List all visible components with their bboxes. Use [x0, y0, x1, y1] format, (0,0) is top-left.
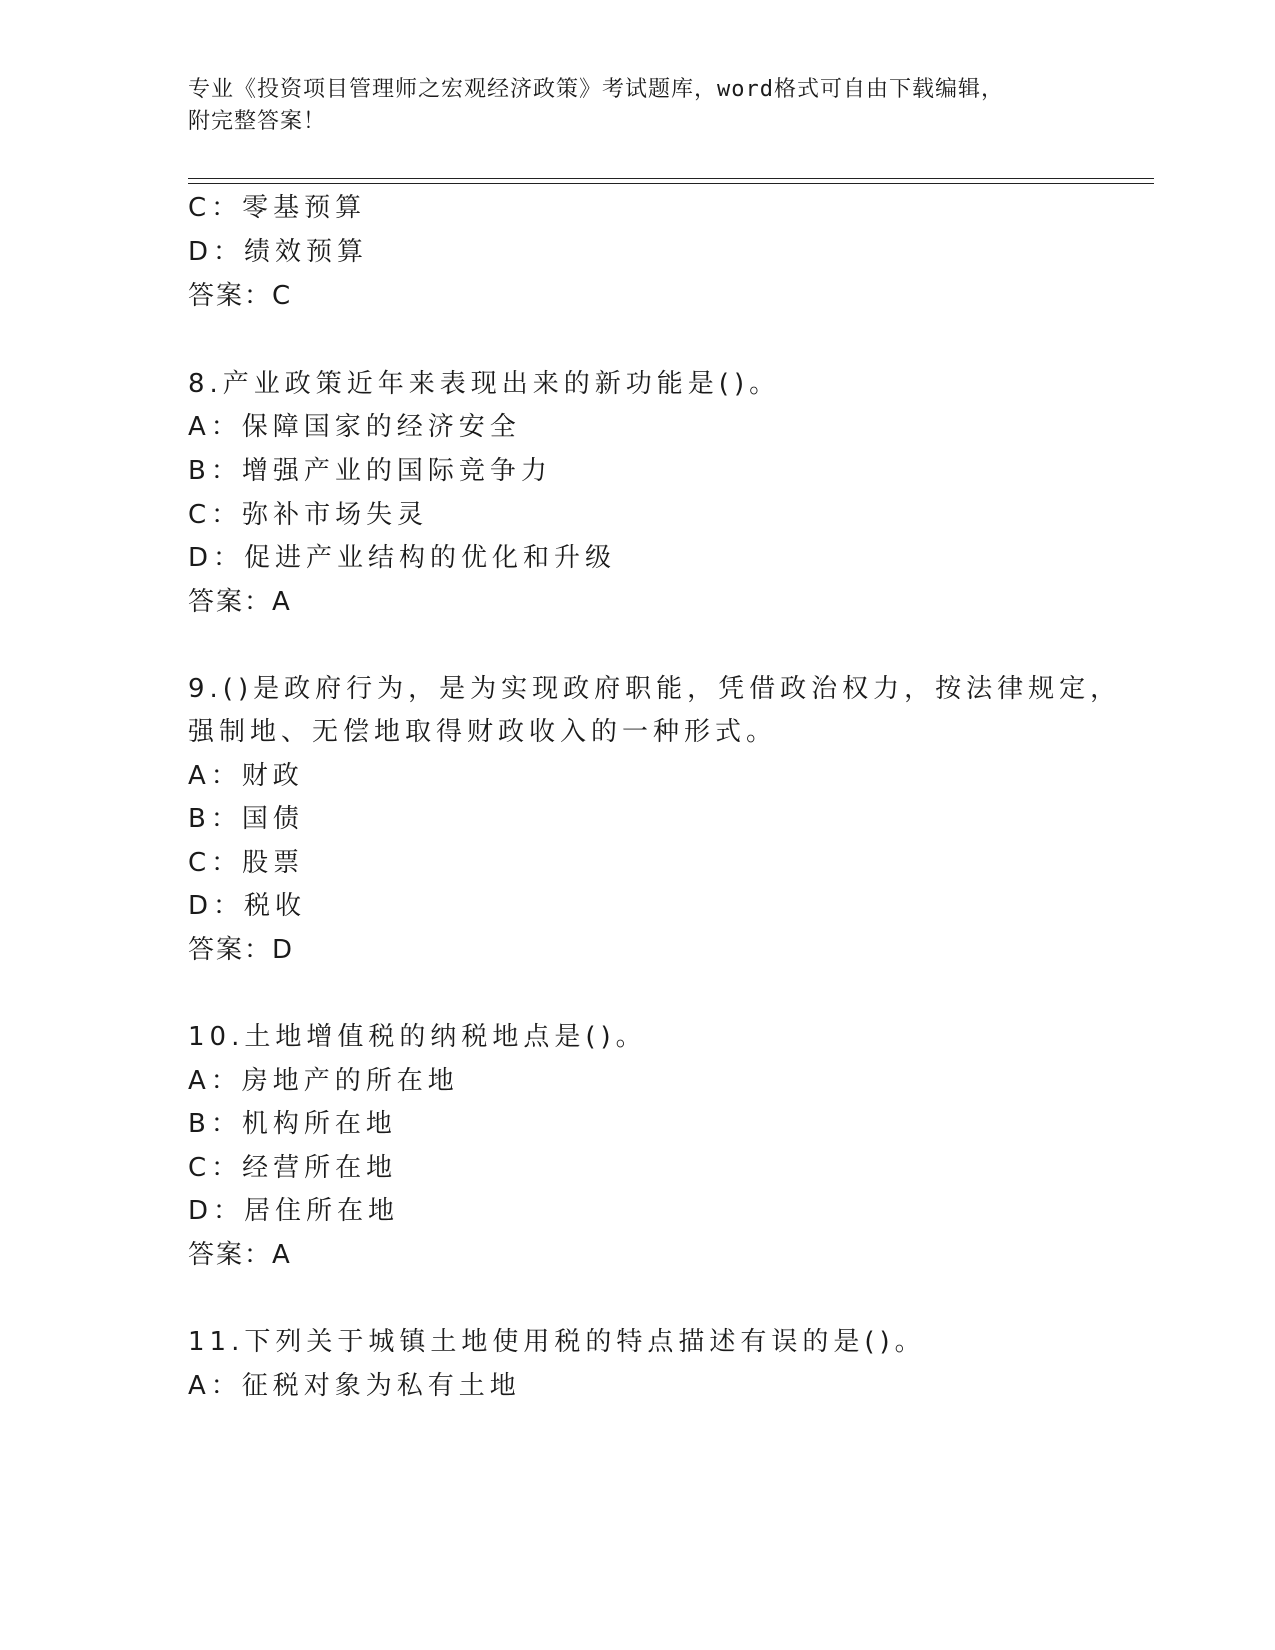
- q10-option-c: C：经营所在地: [188, 1153, 398, 1183]
- q9-option-c: C：股票: [188, 848, 305, 878]
- q7-answer: 答案：C: [188, 281, 293, 311]
- header-divider-bottom: [188, 183, 1154, 184]
- q7-option-d: D：绩效预算: [188, 237, 369, 267]
- q9-option-a: A：财政: [188, 761, 304, 791]
- header-divider-top: [188, 178, 1154, 179]
- q11-option-a: A：征税对象为私有土地: [188, 1371, 521, 1401]
- q8-option-d: D：促进产业结构的优化和升级: [188, 543, 617, 573]
- q10-option-d: D：居住所在地: [188, 1196, 400, 1226]
- q10-answer: 答案：A: [188, 1240, 292, 1270]
- q9-option-d: D：税收: [188, 891, 307, 921]
- document-header: [188, 74, 1088, 138]
- q9-answer: 答案：D: [188, 935, 295, 965]
- q10-option-a: A：房地产的所在地: [188, 1066, 459, 1096]
- q8-answer: 答案：A: [188, 587, 292, 617]
- q9-option-b: B：国债: [188, 804, 304, 834]
- q11-stem: 11.下列关于城镇土地使用税的特点描述有误的是()。: [188, 1327, 926, 1357]
- header-line-1: 专业《投资项目管理师之宏观经济政策》考试题库，word格式可自由下载编辑，: [188, 77, 1004, 102]
- q8-option-b: B：增强产业的国际竞争力: [188, 456, 552, 486]
- header-line-2: 附完整答案！: [188, 109, 327, 134]
- q8-option-c: C：弥补市场失灵: [188, 500, 429, 530]
- q9-stem-line-1: 9.()是政府行为，是为实现政府职能，凭借政治权力，按法律规定，: [188, 674, 1122, 704]
- q10-stem: 10.土地增值税的纳税地点是()。: [188, 1022, 647, 1052]
- q9-stem-line-2: 强制地、无偿地取得财政收入的一种形式。: [188, 717, 778, 747]
- q10-option-b: B：机构所在地: [188, 1109, 397, 1139]
- q8-stem: 8.产业政策近年来表现出来的新功能是()。: [188, 369, 781, 399]
- q8-option-a: A：保障国家的经济安全: [188, 412, 521, 442]
- q7-option-c: C：零基预算: [188, 193, 367, 223]
